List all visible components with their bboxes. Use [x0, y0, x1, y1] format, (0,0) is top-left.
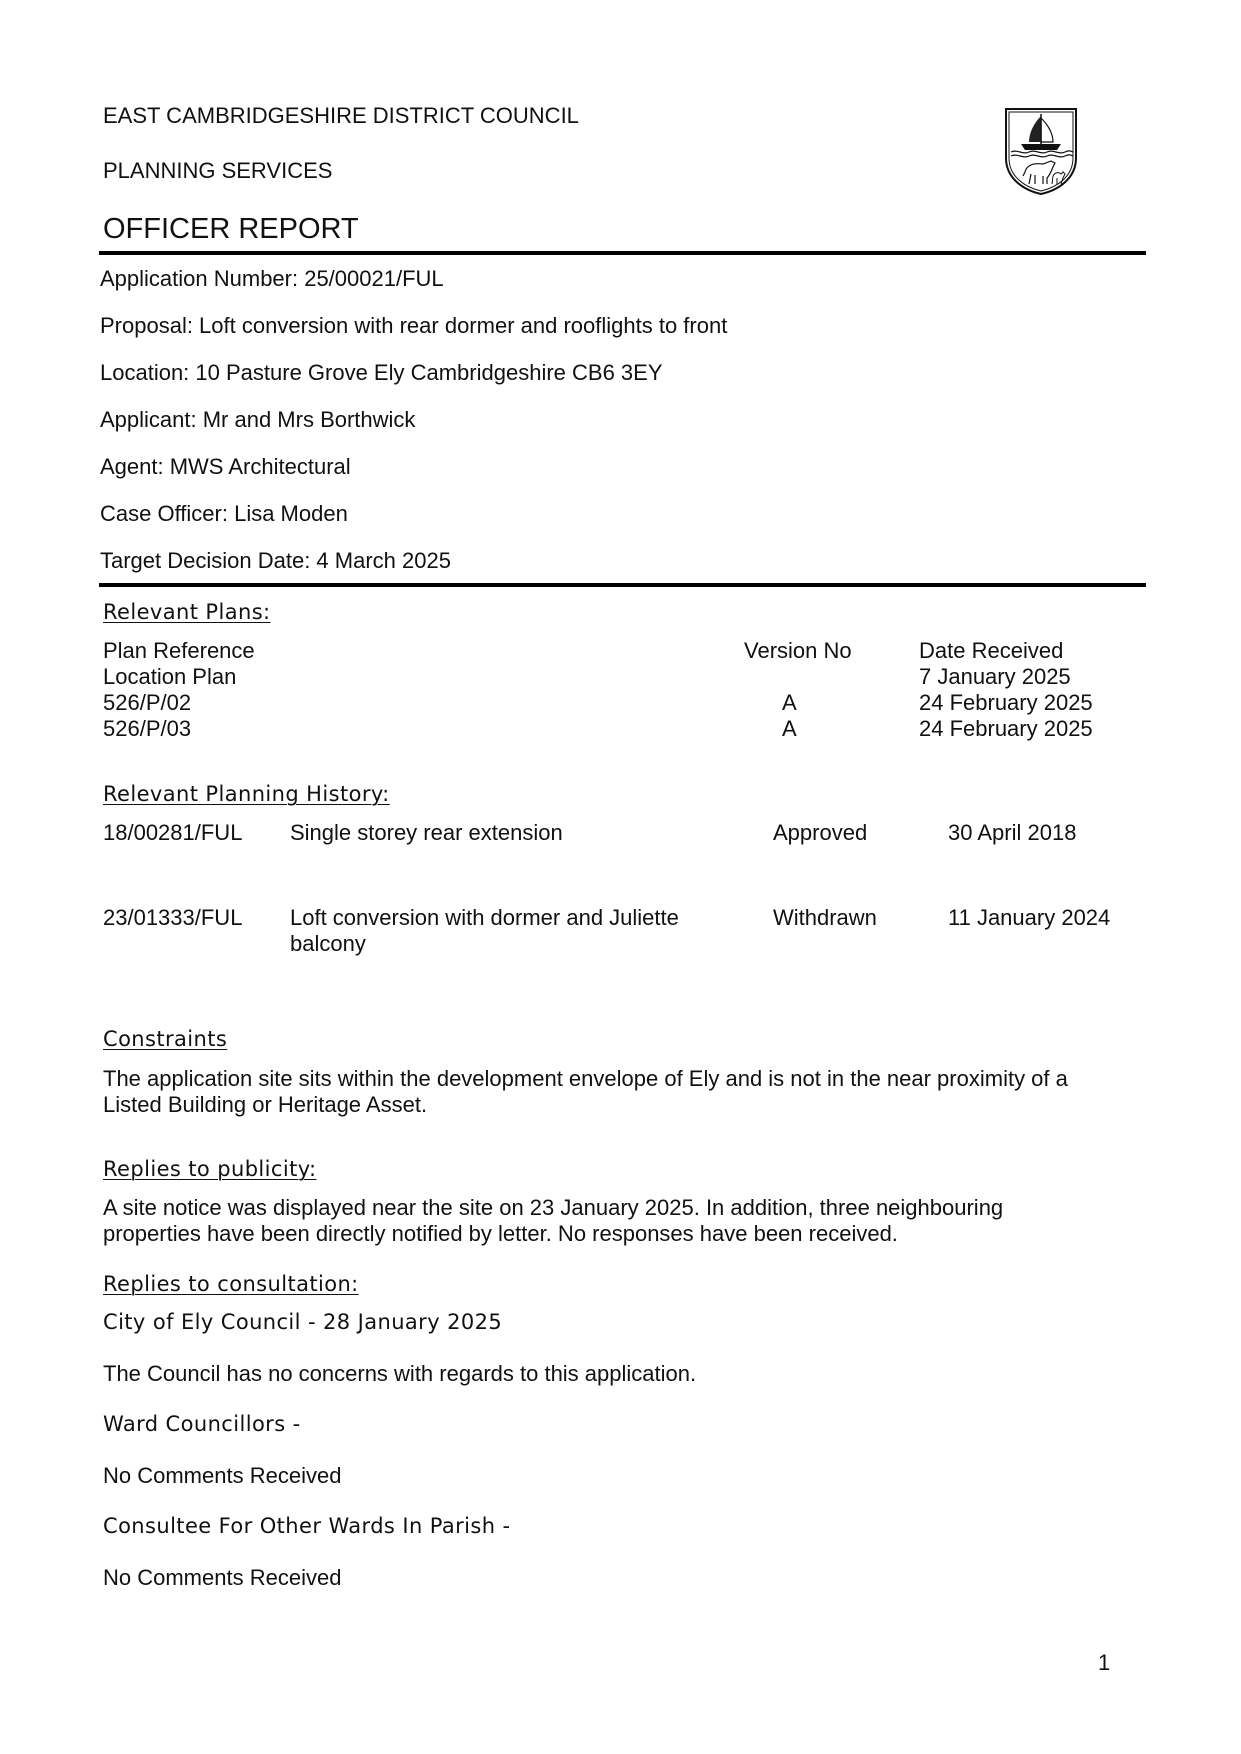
report-title: OFFICER REPORT: [103, 213, 359, 245]
plans-col-version: Version No: [744, 638, 852, 663]
plan-row-version: A: [782, 716, 797, 741]
details-divider: [99, 583, 1146, 587]
case-officer: Case Officer: Lisa Moden: [100, 501, 348, 526]
constraints-text-line1: The application site sits within the development envelope of Ely and is not in the near proximity of a: [103, 1066, 1068, 1091]
application-number: Application Number: 25/00021/FUL: [100, 266, 444, 291]
history-row-description-cont: balcony: [290, 931, 366, 956]
constraints-heading: Constraints: [103, 1027, 228, 1051]
consultation-heading: Replies to consultation:: [103, 1272, 359, 1296]
applicant: Applicant: Mr and Mrs Borthwick: [100, 407, 416, 432]
plan-row-date: 7 January 2025: [919, 664, 1071, 689]
history-row-date: 11 January 2024: [948, 905, 1111, 930]
relevant-plans-heading: Relevant Plans:: [103, 600, 271, 624]
publicity-heading: Replies to publicity:: [103, 1157, 317, 1181]
plan-row-ref: 526/P/03: [103, 716, 192, 741]
planning-history-heading: Relevant Planning History:: [103, 782, 390, 806]
consultee-ely-council: City of Ely Council - 28 January 2025: [103, 1310, 503, 1334]
plan-row-ref: 526/P/02: [103, 690, 192, 715]
history-row-status: Withdrawn: [773, 905, 877, 930]
consultee-other-wards: Consultee For Other Wards In Parish -: [103, 1514, 511, 1538]
history-row-ref: 23/01333/FUL: [103, 905, 243, 930]
council-crest-logo: [1003, 106, 1079, 196]
location: Location: 10 Pasture Grove Ely Cambridgeshire CB6 3EY: [100, 360, 663, 385]
plan-row-date: 24 February 2025: [919, 690, 1093, 715]
history-row-description: Single storey rear extension: [290, 820, 563, 845]
consultee-ely-comment: The Council has no concerns with regards to this application.: [103, 1361, 697, 1386]
department-name: PLANNING SERVICES: [103, 158, 333, 183]
history-row-ref: 18/00281/FUL: [103, 820, 243, 845]
plan-row-ref: Location Plan: [103, 664, 237, 689]
constraints-text-line2: Listed Building or Heritage Asset.: [103, 1092, 428, 1117]
plan-row-version: A: [782, 690, 797, 715]
plans-col-date: Date Received: [919, 638, 1064, 663]
consultee-ward-councillors: Ward Councillors -: [103, 1412, 301, 1436]
plans-col-reference: Plan Reference: [103, 638, 255, 663]
history-row-description: Loft conversion with dormer and Juliette: [290, 905, 679, 930]
header-divider: [99, 251, 1146, 255]
target-decision-date: Target Decision Date: 4 March 2025: [100, 548, 451, 573]
page-number: 1: [1098, 1650, 1111, 1675]
council-name: EAST CAMBRIDGESHIRE DISTRICT COUNCIL: [103, 103, 579, 128]
plan-row-date: 24 February 2025: [919, 716, 1093, 741]
proposal: Proposal: Loft conversion with rear dormer and rooflights to front: [100, 313, 728, 338]
history-row-date: 30 April 2018: [948, 820, 1077, 845]
publicity-text-line2: properties have been directly notified by letter. No responses have been received.: [103, 1221, 898, 1246]
consultee-ward-comment: No Comments Received: [103, 1463, 342, 1488]
publicity-text-line1: A site notice was displayed near the site on 23 January 2025. In addition, three neighbouring: [103, 1195, 1004, 1220]
consultee-other-wards-comment: No Comments Received: [103, 1565, 342, 1590]
history-row-status: Approved: [773, 820, 868, 845]
agent: Agent: MWS Architectural: [100, 454, 351, 479]
